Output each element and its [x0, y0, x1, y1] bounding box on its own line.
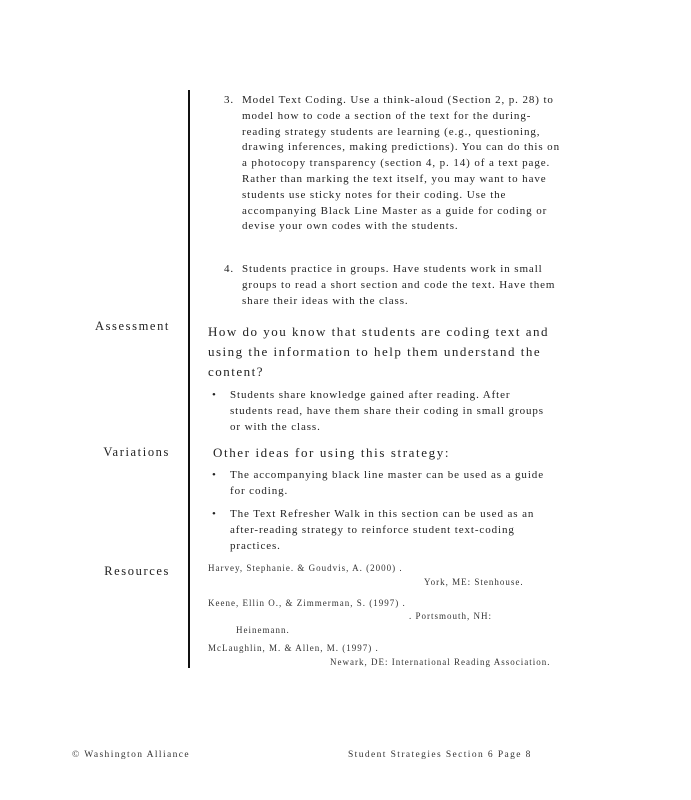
reference-publisher: . Portsmouth, NH:	[409, 611, 493, 621]
variations-heading: Other ideas for using this strategy:	[213, 445, 451, 460]
bullet-glyph: •	[212, 508, 217, 520]
step-number: 4.	[224, 263, 235, 275]
step-item	[220, 93, 560, 235]
bullet-text: The accompanying black line master can be used as a guide for coding.	[230, 469, 544, 497]
bullet-glyph: •	[212, 389, 217, 401]
variations-bullet	[212, 507, 547, 554]
assessment-bullet	[212, 388, 547, 435]
resources-label: Resources	[104, 564, 170, 578]
variations-label: Variations	[103, 445, 170, 459]
reference-author: Keene, Ellin O., & Zimmerman, S. (1997) .	[208, 598, 406, 608]
assessment-label: Assessment	[94, 319, 170, 333]
reference-publisher: Heinemann.	[236, 625, 290, 635]
footer-left: © Washington Alliance	[72, 750, 190, 760]
reference-publisher: York, ME: Stenhouse.	[424, 577, 524, 587]
reference-author: Harvey, Stephanie. & Goudvis, A. (2000) .	[208, 563, 403, 573]
bullet-glyph: •	[212, 469, 217, 481]
bullet-text: Students share knowledge gained after reading. After students read, have them share their coding in small groups or with the class.	[230, 389, 544, 433]
reference-author: McLaughlin, M. & Allen, M. (1997) .	[208, 643, 379, 653]
variations-bullet	[212, 468, 547, 500]
step-number: 3.	[224, 94, 235, 106]
assessment-question: How do you know that students are coding text and using the information to help them understand the content?	[208, 324, 550, 379]
step-text: Model Text Coding. Use a think-aloud (Section 2, p. 28) to model how to code a section of the text for the during-reading strategy students are learning (e.g., questioning, drawing inferences, making predictions). You can do this on a photocopy transparency (section 4, p. 14) of a text page. Rather than marking the text itself, you may want to have students use sticky notes for their coding. Use the accompanying Black Line Master as a guide for coding or devise your own codes with the students.	[242, 94, 560, 233]
reference-publisher: Newark, DE: International Reading Association.	[330, 657, 551, 667]
vertical-rule	[188, 90, 190, 668]
step-text: Students practice in groups. Have students work in small groups to read a short section and code the text. Have them share their ideas with the class.	[242, 263, 556, 307]
footer-right: Student Strategies Section 6 Page 8	[348, 750, 532, 760]
step-item	[220, 262, 560, 309]
bullet-text: The Text Refresher Walk in this section can be used as an after-reading strategy to reinforce student text-coding practices.	[230, 508, 535, 552]
